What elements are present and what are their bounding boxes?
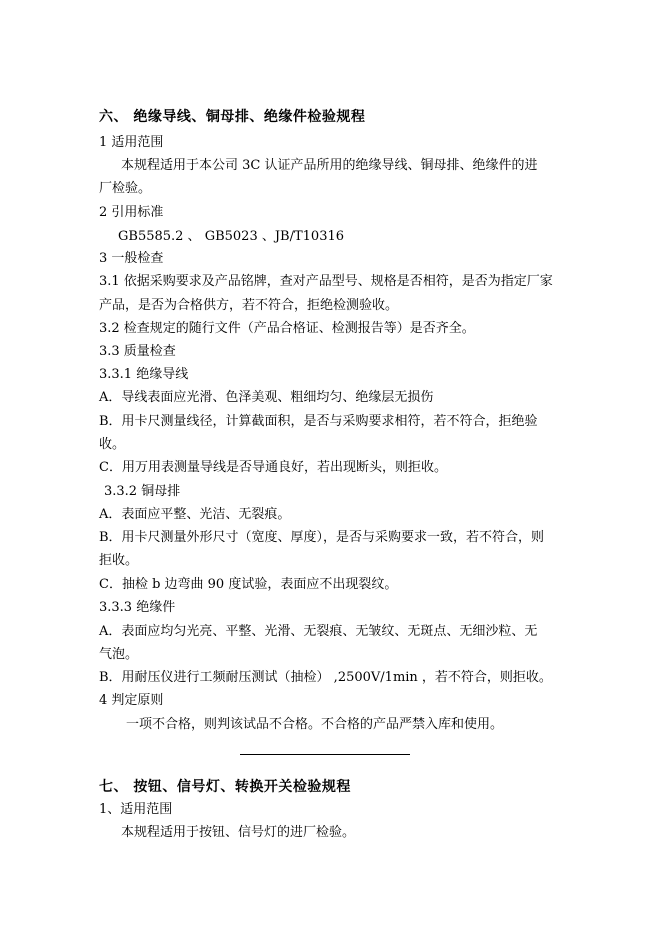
insulator-heading: 3.3.3 绝缘件 xyxy=(99,600,176,615)
section-7-scope-text: 本规程适用于按钮、信号灯的进厂检验。 xyxy=(121,825,356,840)
wire-item-b-line-2: 收。 xyxy=(99,437,126,452)
judgement-text: 一项不合格，则判该试品不合格。不合格的产品严禁入库和使用。 xyxy=(126,717,504,732)
general-check-heading: 3 一般检查 xyxy=(99,251,164,266)
scope-heading: 1 适用范围 xyxy=(99,135,164,150)
insulator-item-a-line-1: A．表面应均匀光亮、平整、光滑、无裂痕、无皱纹、无斑点、无细沙粒、无 xyxy=(99,624,538,639)
insulator-item-b: B．用耐压仪进行工频耐压测试（抽检） ,2500V/1min ，若不符合，则拒收。 xyxy=(99,670,552,685)
busbar-heading: 3.3.2 铜母排 xyxy=(104,484,181,499)
references-text: GB5585.2 、 GB5023 、JB/T10316 xyxy=(118,229,345,244)
scope-text-line-2: 厂检验。 xyxy=(99,181,152,196)
wire-item-b-line-1: B．用卡尺测量线径，计算截面积，是否与采购要求相符，若不符合，拒绝验 xyxy=(99,414,538,429)
wire-heading: 3.3.1 绝缘导线 xyxy=(99,367,189,382)
busbar-item-b-line-1: B．用卡尺测量外形尺寸（宽度、厚度），是否与采购要求一致，若不符合，则 xyxy=(99,530,545,545)
wire-item-a: A．导线表面应光滑、色泽美观、粗细均匀、绝缘层无损伤 xyxy=(99,390,434,405)
insulator-item-a-line-2: 气泡。 xyxy=(99,647,139,662)
section-6-title: 六、 绝缘导线、铜母排、绝缘件检验规程 xyxy=(99,109,366,125)
wire-item-c: C．用万用表测量导线是否导通良好，若出现断头，则拒收。 xyxy=(99,460,447,475)
section-7-scope-heading: 1、适用范围 xyxy=(99,802,173,817)
busbar-item-a: A．表面应平整、光洁、无裂痕。 xyxy=(99,507,291,522)
item-3-1-line-2: 产品，是否为合格供方，若不符合，拒绝检测验收。 xyxy=(99,298,399,313)
busbar-item-b-line-2: 拒收。 xyxy=(99,553,139,568)
quality-check-heading: 3.3 质量检查 xyxy=(99,344,176,359)
references-heading: 2 引用标准 xyxy=(99,205,164,220)
judgement-heading: 4 判定原则 xyxy=(99,693,164,708)
section-7-title: 七、 按钮、信号灯、转换开关检验规程 xyxy=(99,779,351,795)
busbar-item-c: C．抽检 b 边弯曲 90 度试验，表面应不出现裂纹。 xyxy=(99,577,398,592)
item-3-1-line-1: 3.1 依据采购要求及产品铭牌，查对产品型号、规格是否相符，是否为指定厂家 xyxy=(99,274,553,289)
scope-text-line-1: 本规程适用于本公司 3C 认证产品所用的绝缘导线、铜母排、绝缘件的进 xyxy=(121,158,538,173)
item-3-2: 3.2 检查规定的随行文件（产品合格证、检测报告等）是否齐全。 xyxy=(99,321,475,336)
section-divider xyxy=(240,754,410,755)
